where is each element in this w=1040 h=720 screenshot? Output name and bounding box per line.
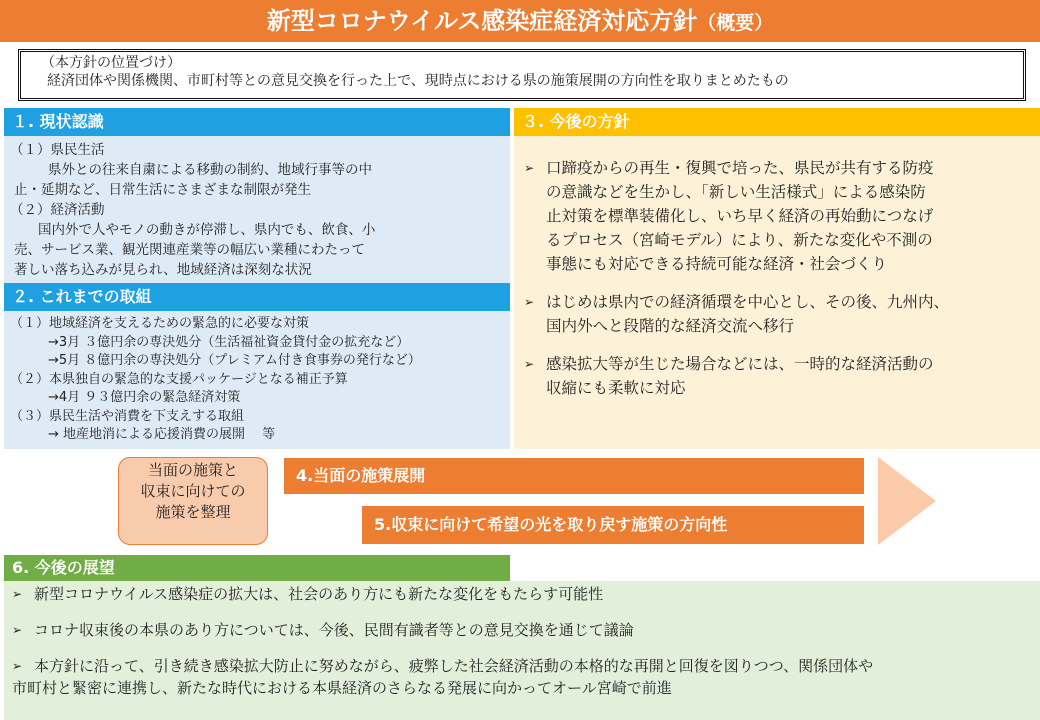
section3-bullet-line: の意識などを生かし、「新しい生活様式」による感染防 [546, 183, 926, 201]
measures-box-line: 収束に向けての [140, 482, 246, 500]
arrow-bullet-icon: ➢ [12, 623, 23, 637]
section6-bullet [12, 655, 1032, 699]
section2-item1-sub: →5月 ８億円余の専決処分（プレミアム付き食事券の発行など） [48, 353, 421, 368]
section4-bar: 4.当面の施策展開 [284, 458, 864, 494]
section3-bullet [524, 352, 1032, 400]
section1-item1-label: （１）県民生活 [10, 142, 105, 158]
section3-bullet-line: 口蹄疫からの再生・復興で培った、県民が共有する防疫 [546, 159, 934, 177]
section2-item3-label: （３）県民生活や消費を下支えする取組 [10, 408, 245, 424]
section2-body [4, 311, 510, 449]
measures-summary-box [118, 457, 268, 545]
section6-bullet [12, 619, 1032, 641]
section3-bullet-line: 止対策を標準装備化し、いち早く経済の再始動につなげ [546, 207, 934, 225]
arrow-bullet-icon: ➢ [524, 357, 535, 371]
position-text: 経済団体や関係機関、市町村等との意見交換を行った上で、現時点における県の施策展開の方向性を取りまとめたもの [47, 73, 789, 89]
section3-bullet [524, 156, 1032, 276]
title-sub: （概要） [697, 12, 774, 34]
section3-bullet-line: 国内外へと段階的な経済交流へ移行 [546, 317, 795, 335]
section3-bullet-line: るプロセス（宮崎モデル）により、新たな変化や不測の [546, 231, 933, 249]
section1-body [4, 136, 510, 283]
section6-bullet [12, 583, 1032, 605]
section2-item3-sub: → 地産地消による応援消費の展開 等 [48, 427, 276, 442]
section6-bullet-line: 新型コロナウイルス感染症の拡大は、社会のあり方にも新たな変化をもたらす可能性 [34, 585, 604, 603]
section1-item1-text: 県外との往来自粛による移動の制約、地域行事等の中 [48, 162, 372, 178]
section5-bar: 5.収束に向けて希望の光を取り戻す施策の方向性 [362, 506, 864, 544]
section1-header: １. 現状認識 [4, 108, 510, 136]
title-main: 新型コロナウイルス感染症経済対応方針 [266, 7, 698, 35]
section6-bullet-line: コロナ収束後の本県のあり方については、今後、民間有識者等との意見交換を通じて議論 [34, 621, 634, 639]
section1-item2-text: 著しい落ち込みが見られ、地域経済は深刻な状況 [14, 262, 312, 278]
section2-item2-label: （２）本県独自の緊急的な支援パッケージとなる補正予算 [10, 371, 348, 387]
section3-bullet-line: 収縮にも柔軟に対応 [546, 379, 686, 397]
section2-item2-sub: →4月 ９３億円余の緊急経済対策 [48, 390, 241, 405]
arrow-bullet-icon: ➢ [524, 295, 535, 309]
section2-item1-label: （１）地域経済を支えるための緊急的に必要な対策 [10, 316, 310, 331]
right-triangle-icon [878, 457, 936, 545]
section2-header: ２. これまでの取組 [4, 283, 510, 311]
section1-item2-text: 売、サービス業、観光関連産業等の幅広い業種にわたって [14, 242, 365, 258]
section6-bullet-line: 本方針に沿って、引き続き感染拡大防止に努めながら、疲弊した社会経済活動の本格的な再開と回復を図りつつ、関係団体や [34, 657, 874, 675]
section1-item2-label: （２）経済活動 [10, 202, 105, 218]
section6-body [4, 581, 1040, 720]
section6-header: 6. 今後の展望 [4, 555, 510, 581]
section3-bullet-line: 事態にも対応できる持続可能な経済・社会づくり [546, 255, 888, 273]
section1-item1-text: 止・延期など、日常生活にさまざまな制限が発生 [14, 182, 311, 198]
section3-bullet-line: 感染拡大等が生じた場合などには、一時的な経済活動の [546, 355, 934, 373]
policy-position-box [18, 49, 1026, 101]
section6-bullet-line: 市町村と緊密に連携し、新たな時代における本県経済のさらなる発展に向かってオール宮崎で前進 [12, 679, 672, 697]
arrow-bullet-icon: ➢ [12, 659, 23, 673]
section3-bullet-line: はじめは県内での経済循環を中心とし、その後、九州内、 [546, 293, 950, 311]
section3-header: ３. 今後の方針 [514, 108, 1040, 136]
section1-item2-text: 国内外で人やモノの動きが停滞し、県内でも、飲食、小 [38, 222, 376, 238]
page-title [0, 0, 1040, 42]
section2-item1-sub: →3月 ３億円余の専決処分（生活福祉資金貸付金の拡充など） [48, 334, 410, 350]
section3-body [514, 136, 1040, 449]
measures-box-line: 当面の施策と [147, 461, 238, 479]
arrow-bullet-icon: ➢ [12, 587, 23, 601]
section3-bullet [524, 290, 1032, 338]
measures-box-line: 施策を整理 [155, 503, 231, 521]
position-heading: （本方針の位置づけ） [41, 55, 181, 71]
arrow-bullet-icon: ➢ [524, 161, 535, 175]
